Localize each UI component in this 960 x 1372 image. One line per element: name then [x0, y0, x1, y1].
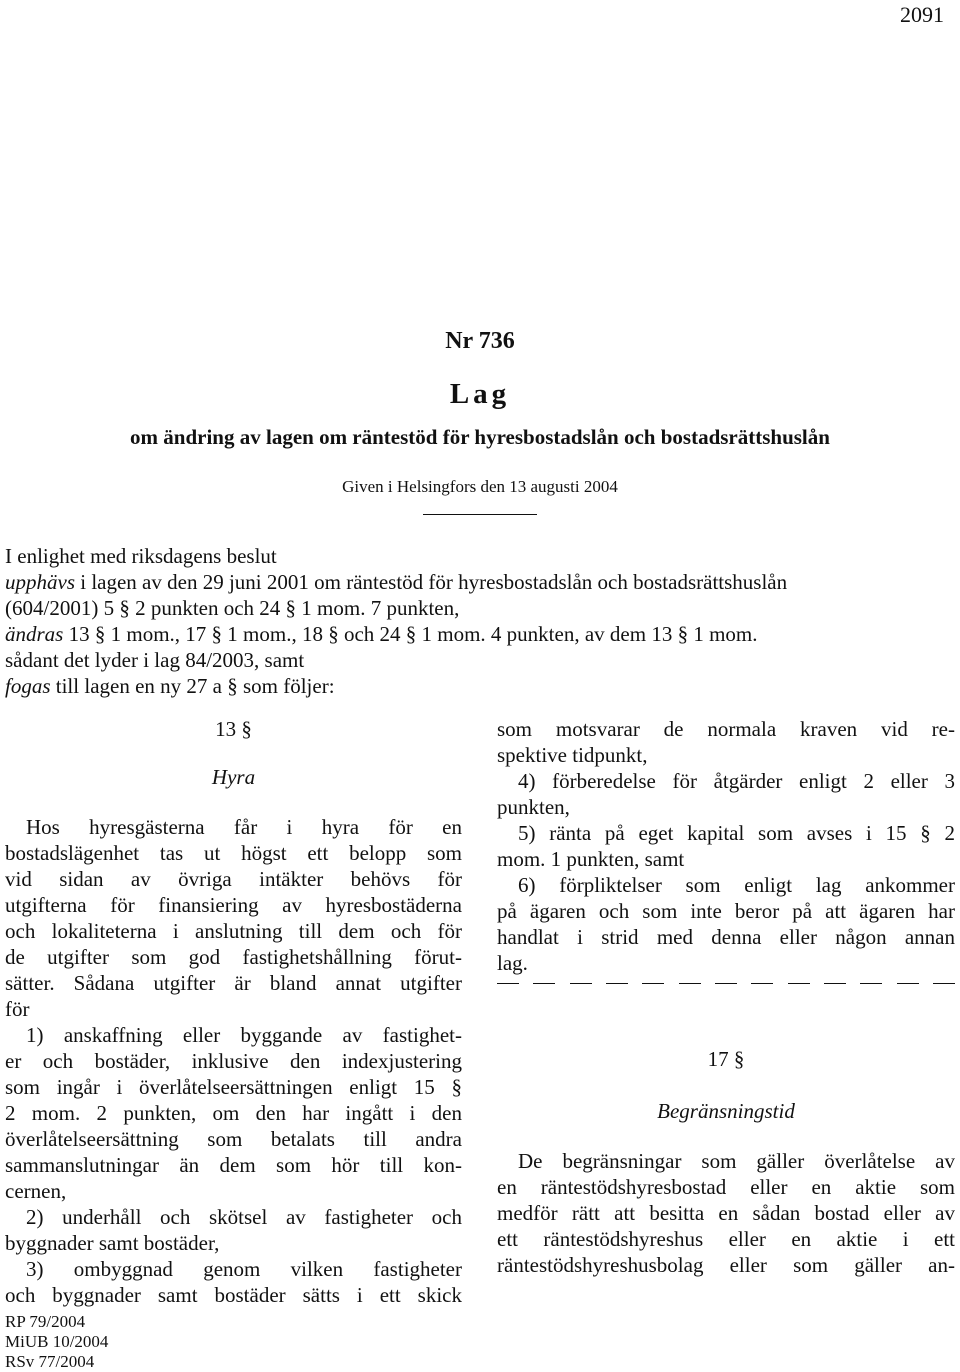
text-line: 6) förpliktelser som enligt lag ankommer — [518, 873, 955, 897]
intro-line-4 — [5, 621, 957, 647]
document-number: Nr 736 — [445, 328, 515, 354]
text-line: Hos hyresgästerna får i hyra för en — [26, 815, 462, 839]
list-item-6 — [497, 872, 955, 976]
list-item-2 — [5, 1204, 462, 1256]
text-line: 2) underhåll och skötsel av fastigheter och — [26, 1205, 462, 1229]
section-13-heading: Hyra — [211, 765, 256, 789]
text-line: som ingår i överlåtelseersättningen enligt 15 § — [5, 1075, 462, 1099]
page-number: 2091 — [900, 2, 944, 27]
text-line: 1) anskaffning eller byggande av fastighet- — [26, 1023, 462, 1047]
text-line: De begränsningar som gäller överlåtelse av — [518, 1149, 955, 1173]
intro-line-3: (604/2001) 5 § 2 punkten och 24 § 1 mom. 7 punkten, — [5, 596, 460, 620]
document-type: Lag — [449, 378, 511, 410]
document-title: om ändring av lagen om räntestöd för hyresbostadslån och bostadsrättshuslån — [130, 425, 830, 449]
text-line: 5) ränta på eget kapital som avses i 15 § 2 — [518, 821, 955, 845]
text-line: ett räntestödshyreshus eller en aktie i ett — [497, 1227, 955, 1251]
list-item-3-continuation — [497, 716, 955, 768]
section-13-number: 13 § — [215, 717, 252, 741]
text-line: byggnader samt bostäder, — [5, 1231, 220, 1255]
intro-line-2-text: i lagen av den 29 juni 2001 om räntestöd för hyresbostadslån och bostadsrättshuslån — [75, 570, 788, 594]
intro-line-6-text: till lagen en ny 27 a § som följer: — [50, 674, 335, 698]
text-line: överlåtelseersättning som betalats till andra — [5, 1127, 462, 1151]
text-line: medför rätt att besitta en sådan bostad eller av — [497, 1201, 955, 1225]
text-line: en räntestödshyresbostad eller en aktie som — [497, 1175, 955, 1199]
text-line: räntestödshyreshusbolag eller som gäller an- — [497, 1253, 955, 1277]
list-item-1 — [5, 1022, 462, 1204]
list-item-5 — [497, 820, 955, 872]
text-line: de utgifter som god fastighetshållning förut- — [5, 945, 462, 969]
text-line: handlat i strid med denna eller någon annan — [497, 925, 955, 949]
right-column — [497, 716, 955, 976]
text-line: för — [5, 997, 30, 1021]
section-17-paragraph — [497, 1148, 955, 1278]
keyword-andras: ändras — [5, 622, 64, 646]
text-line: 2 mom. 2 punkten, om den har ingått i den — [5, 1101, 462, 1125]
intro-line-2 — [5, 569, 957, 595]
text-line: sätter. Sådana utgifter är bland annat utgifter — [5, 971, 462, 995]
intro-line-4-text: 13 § 1 mom., 17 § 1 mom., 18 § och 24 § 1 mom. 4 punkten, av dem 13 § 1 mom. — [63, 622, 758, 646]
text-line: sammanslutningar än dem som hör till kon- — [5, 1153, 462, 1177]
text-line: cernen, — [5, 1179, 67, 1203]
keyword-fogas: fogas — [5, 674, 51, 698]
text-line: och byggnader samt bostäder sätts i ett skick — [5, 1283, 462, 1307]
intro-line-6 — [5, 673, 957, 699]
text-line: utgifterna för finansiering av hyresbostäderna — [5, 893, 462, 917]
footer-reference: RP 79/2004 — [5, 1312, 86, 1331]
text-line: 4) förberedelse för åtgärder enligt 2 eller 3 — [518, 769, 955, 793]
list-item-3 — [5, 1256, 462, 1308]
section-13-paragraph — [5, 814, 462, 1022]
omission-dashes — [497, 983, 955, 984]
footer-reference: RSv 77/2004 — [5, 1352, 95, 1371]
footer-references — [5, 1312, 108, 1372]
text-line: mom. 1 punkten, samt — [497, 847, 685, 871]
text-line: er och bostäder, inklusive den indexjustering — [5, 1049, 462, 1073]
text-line: spektive tidpunkt, — [497, 743, 648, 767]
text-line: som motsvarar de normala kraven vid re- — [497, 717, 955, 741]
left-column — [5, 716, 462, 1308]
section-17-heading: Begränsningstid — [657, 1099, 795, 1123]
text-line: bostadslägenhet tas ut högst ett belopp som — [5, 841, 462, 865]
text-line: vid sidan av övriga intäkter behövs för — [5, 867, 462, 891]
text-line: lag. — [497, 951, 528, 975]
intro-line-5: sådant det lyder i lag 84/2003, samt — [5, 648, 305, 672]
footer-reference: MiUB 10/2004 — [5, 1332, 109, 1351]
text-line: punkten, — [497, 795, 570, 819]
list-item-4 — [497, 768, 955, 820]
intro-line-1: I enlighet med riksdagens beslut — [5, 544, 277, 568]
given-date: Given i Helsingfors den 13 augusti 2004 — [342, 477, 618, 496]
keyword-upphavs: upphävs — [5, 570, 75, 594]
title-divider — [423, 514, 537, 515]
text-line: på ägaren och som inte beror på att ägaren har — [497, 899, 955, 923]
section-17-number: 17 § — [707, 1047, 745, 1071]
section-17 — [497, 1046, 955, 1278]
text-line: 3) ombyggnad genom vilken fastigheter — [26, 1257, 462, 1281]
text-line: och lokaliteterna i anslutning till dem och för — [5, 919, 462, 943]
